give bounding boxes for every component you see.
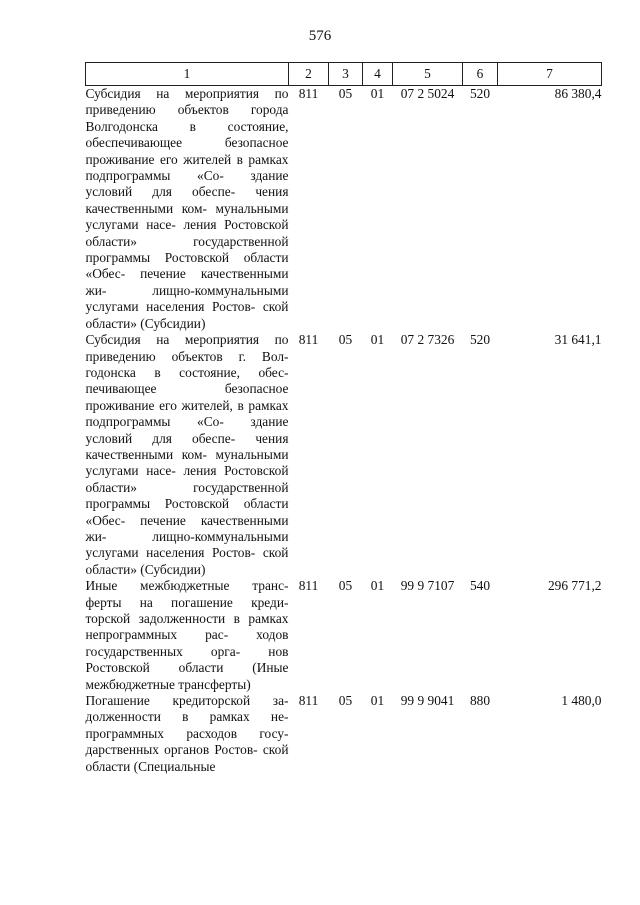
description-line: государственной программы: [85, 479, 289, 512]
target-code: 07 2 5024: [400, 86, 455, 101]
section-code: 05: [338, 693, 353, 709]
description-line: Ростовской области «Обес-: [85, 496, 289, 528]
description-line: долженности в рамках не-: [85, 709, 289, 725]
description-line: дарственных органов Ростов-: [85, 742, 258, 758]
description-line: лищно-коммунальными: [152, 282, 289, 298]
description-line: программных расходов госу-: [85, 725, 289, 741]
description-line: услугами населения Ростов-: [85, 545, 256, 561]
row-description: [86, 578, 289, 693]
description-line: Иные межбюджетные транс-: [85, 578, 289, 594]
table-row: [86, 332, 602, 578]
description-line: годонска в состояние, обес-: [85, 364, 289, 380]
description-line: проживание его жителей в: [85, 151, 243, 167]
table-row: [86, 693, 602, 775]
description-line: печение качественными жи-: [85, 266, 289, 298]
column-number-header: [86, 63, 602, 86]
description-line: ской области» (Субсидии): [85, 545, 289, 577]
ministry-code: 811: [298, 86, 319, 101]
description-line: торской задолженности в: [85, 611, 240, 626]
subsection-code: 01: [370, 332, 385, 348]
expense-type-code: 520: [469, 86, 491, 101]
description-line: приведению объектов г. Вол-: [85, 348, 289, 364]
description-line: Волгодонска в состояние,: [85, 118, 289, 134]
section-code: 05: [338, 332, 353, 348]
description-line: (Иные межбюджетные: [85, 660, 289, 692]
column-header-4: 4: [363, 63, 393, 86]
section-code: 05: [338, 86, 353, 101]
row-description: [86, 693, 289, 775]
ministry-code: 811: [298, 693, 319, 709]
column-header-2: 2: [289, 63, 329, 86]
budget-table: [85, 62, 602, 775]
description-line: обеспечивающее безопасное: [85, 135, 289, 151]
description-line: чения качественными ком-: [85, 430, 289, 462]
description-line: ления Ростовской области»: [85, 463, 289, 495]
description-line: печение качественными жи-: [85, 512, 289, 544]
description-line: печивающее безопасное: [85, 381, 289, 397]
page-number: 576: [308, 28, 332, 44]
description-line: рамках подпрограммы «Со-: [85, 397, 289, 430]
description-line: трансферты): [178, 676, 251, 692]
description-line: чения качественными ком-: [85, 184, 289, 216]
description-line: мунальными услугами насе-: [85, 200, 289, 233]
column-header-5: 5: [393, 63, 463, 86]
description-line: ферты на погашение креди-: [85, 594, 289, 610]
description-line: здание условий для обеспе-: [85, 414, 289, 446]
description-line: государственной программы: [85, 233, 289, 266]
amount-value: 31 641,1: [554, 332, 602, 348]
column-header-1: 1: [86, 63, 289, 86]
description-line: рамках непрограммных рас-: [85, 611, 289, 643]
subsection-code: 01: [370, 578, 385, 594]
amount-value: 296 771,2: [547, 578, 602, 594]
target-code: 99 9 7107: [400, 578, 455, 594]
description-line: Погашение кредиторской за-: [85, 693, 289, 709]
description-line: услугами населения Ростов-: [85, 299, 256, 315]
section-code: 05: [338, 578, 353, 594]
description-line: проживание его жителей, в: [85, 397, 244, 413]
amount-value: 86 380,4: [554, 86, 602, 101]
expense-type-code: 540: [469, 578, 491, 594]
description-line: нов Ростовской области: [85, 643, 289, 676]
description-line: Субсидия на мероприятия по: [85, 86, 289, 101]
description-line: лищно-коммунальными: [152, 528, 289, 544]
expense-type-code: 520: [469, 332, 491, 348]
row-description: [86, 86, 289, 333]
subsection-code: 01: [370, 693, 385, 709]
description-line: приведению объектов города: [85, 102, 289, 118]
description-line: Ростовской области «Обес-: [85, 250, 289, 282]
column-header-3: 3: [329, 63, 363, 86]
description-line: ской области» (Субсидии): [85, 299, 289, 331]
target-code: 07 2 7326: [400, 332, 455, 348]
column-header-6: 6: [463, 63, 498, 86]
description-line: Субсидия на мероприятия по: [85, 332, 289, 348]
ministry-code: 811: [298, 332, 319, 348]
subsection-code: 01: [370, 86, 385, 101]
ministry-code: 811: [298, 578, 319, 594]
description-line: ходов государственных орга-: [85, 627, 289, 659]
amount-value: 1 480,0: [561, 693, 602, 709]
row-description: [86, 332, 289, 578]
target-code: 99 9 9041: [400, 693, 455, 709]
expense-type-code: 880: [469, 693, 491, 709]
description-line: здание условий для обеспе-: [85, 168, 289, 200]
column-header-7: 7: [498, 63, 602, 86]
description-line: ской области (Специальные: [85, 742, 289, 774]
table-row: [86, 86, 602, 333]
description-line: ления Ростовской области»: [85, 217, 289, 249]
description-line: рамках подпрограммы «Со-: [85, 151, 289, 184]
description-line: мунальными услугами насе-: [85, 446, 289, 479]
table-row: [86, 578, 602, 693]
